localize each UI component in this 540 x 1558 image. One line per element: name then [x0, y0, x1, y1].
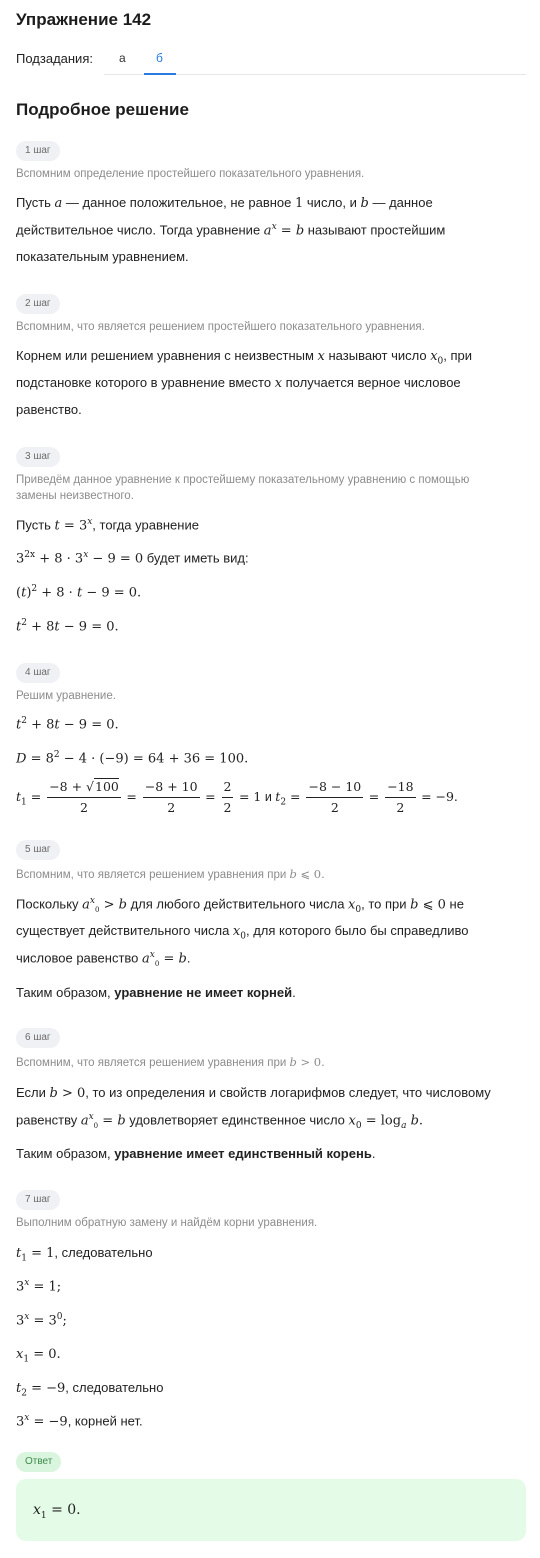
step-hint: Приведём данное уравнение к простейшему показательному уравнению с помощью: [16, 474, 470, 486]
math-line: $3^x = -9$, корней нет.: [16, 1413, 143, 1430]
step-text-line: подстановке которого в уравнение вместо x получается верное числовое: [16, 375, 461, 391]
step-text-line: Корнем или решением уравнения с неизвестным x называют число $x_0$, при: [16, 348, 473, 367]
answer-text: $x_1 = 0$.: [33, 1502, 81, 1521]
math-line: $t^2 + 8t - 9 = 0$.: [16, 716, 119, 733]
tab-a[interactable]: а: [119, 51, 126, 65]
sqrt-sign: √: [86, 779, 95, 794]
section-title: Подробное решение: [16, 100, 189, 119]
math-line: $3^{2x} + 8 \cdot 3^x - 9 = 0$ будет иметь вид:: [16, 550, 249, 567]
tab-b[interactable]: б: [156, 51, 163, 65]
step-conclusion: Таким образом, уравнение не имеет корней.: [16, 985, 296, 1000]
step-hint: Вспомним, что является решением уравнения при b ⩽ 0.: [16, 867, 325, 881]
math-line: $D = 8^2 - 4 \cdot (-9) = 64 + 36 = 100$.: [16, 750, 249, 767]
step-hint: замены неизвестного.: [16, 490, 134, 502]
step-text-line: Пусть $t = 3^x$, тогда уравнение: [16, 517, 199, 534]
step-hint: Решим уравнение.: [16, 690, 116, 702]
step-badge: 7 шаг: [16, 1190, 60, 1210]
step-text-line: Если b > 0, то из определения и свойств логарифмов следует, что числовому: [16, 1085, 491, 1101]
step-badge: 4 шаг: [16, 663, 60, 683]
step-text-line: Поскольку $a^x_0 > b$ для любого действительного числа $x_0$, то при b ⩽ 0 не: [16, 896, 464, 915]
step-badge: 5 шаг: [16, 840, 60, 860]
answer-box: [16, 1479, 526, 1541]
step-text-line: существует действительного числа $x_0$, для которого было бы справедливо: [16, 923, 469, 942]
math-line: $(t)^2 + 8 \cdot t - 9 = 0$.: [16, 584, 142, 601]
step-text-line: числовое равенство $a^x_0 = b$.: [16, 950, 191, 968]
math-line: $t_2 = -9$, следовательно: [16, 1380, 164, 1399]
active-tab-indicator: [144, 73, 176, 75]
step-badge: 6 шаг: [16, 1028, 60, 1048]
math-line: $t_1 = 1$, следовательно: [16, 1245, 153, 1264]
answer-badge: Ответ: [16, 1452, 61, 1472]
fraction: $\frac{-8 + 10}{2}$: [144, 779, 198, 815]
step-badge: 1 шаг: [16, 141, 60, 161]
roots-formula: $t_1$ = $\frac{-8 + √100}{2}$ = $\frac{-8 + 10}{2}$ = $\frac{2}{2}$ = 1 и $t_2$ = $\frac{-8 - 10}{2}$ = $\frac{-18}{2}$ = −9.: [16, 779, 458, 815]
page-title: Упражнение 142: [16, 10, 152, 29]
step-conclusion: Таким образом, уравнение имеет единственный корень.: [16, 1146, 376, 1161]
step-text-line: равенство.: [16, 402, 82, 417]
math-line: $x_1 = 0$.: [16, 1347, 61, 1365]
subtasks-label: Подзадания:: [16, 51, 93, 66]
step-hint: Вспомним, что является решением простейшего показательного уравнения.: [16, 321, 425, 333]
step-badge: 2 шаг: [16, 294, 60, 314]
math-line: $3^x = 3^0$;: [16, 1312, 67, 1329]
step-text-line: Пусть a — данное положительное, не равное 1 число, и b — данное: [16, 195, 433, 211]
step-hint: Вспомним, что является решением уравнения при b > 0.: [16, 1055, 325, 1069]
step-hint: Выполним обратную замену и найдём корни уравнения.: [16, 1217, 318, 1229]
fraction: $\frac{-8 + √100}{2}$: [49, 779, 119, 815]
step-badge: 3 шаг: [16, 447, 60, 467]
step-text-line: показательным уравнением.: [16, 249, 189, 264]
step-text-line: равенству $a^x_0 = b$ удовлетворяет единственное число $x_0 = \log_a b$.: [16, 1112, 424, 1131]
math-line: $t^2 + 8t - 9 = 0$.: [16, 618, 119, 635]
step-hint: Вспомним определение простейшего показательного уравнения.: [16, 168, 365, 180]
fraction: $\frac{-8 - 10}{2}$: [308, 779, 362, 815]
fraction: $\frac{-18}{2}$: [387, 779, 414, 815]
step-text-line: действительное число. Тогда уравнение $a^x = b$ называют простейшим: [16, 222, 446, 239]
fraction: $\frac{2}{2}$: [223, 779, 232, 815]
math-line: $3^x = 1$;: [16, 1278, 62, 1295]
